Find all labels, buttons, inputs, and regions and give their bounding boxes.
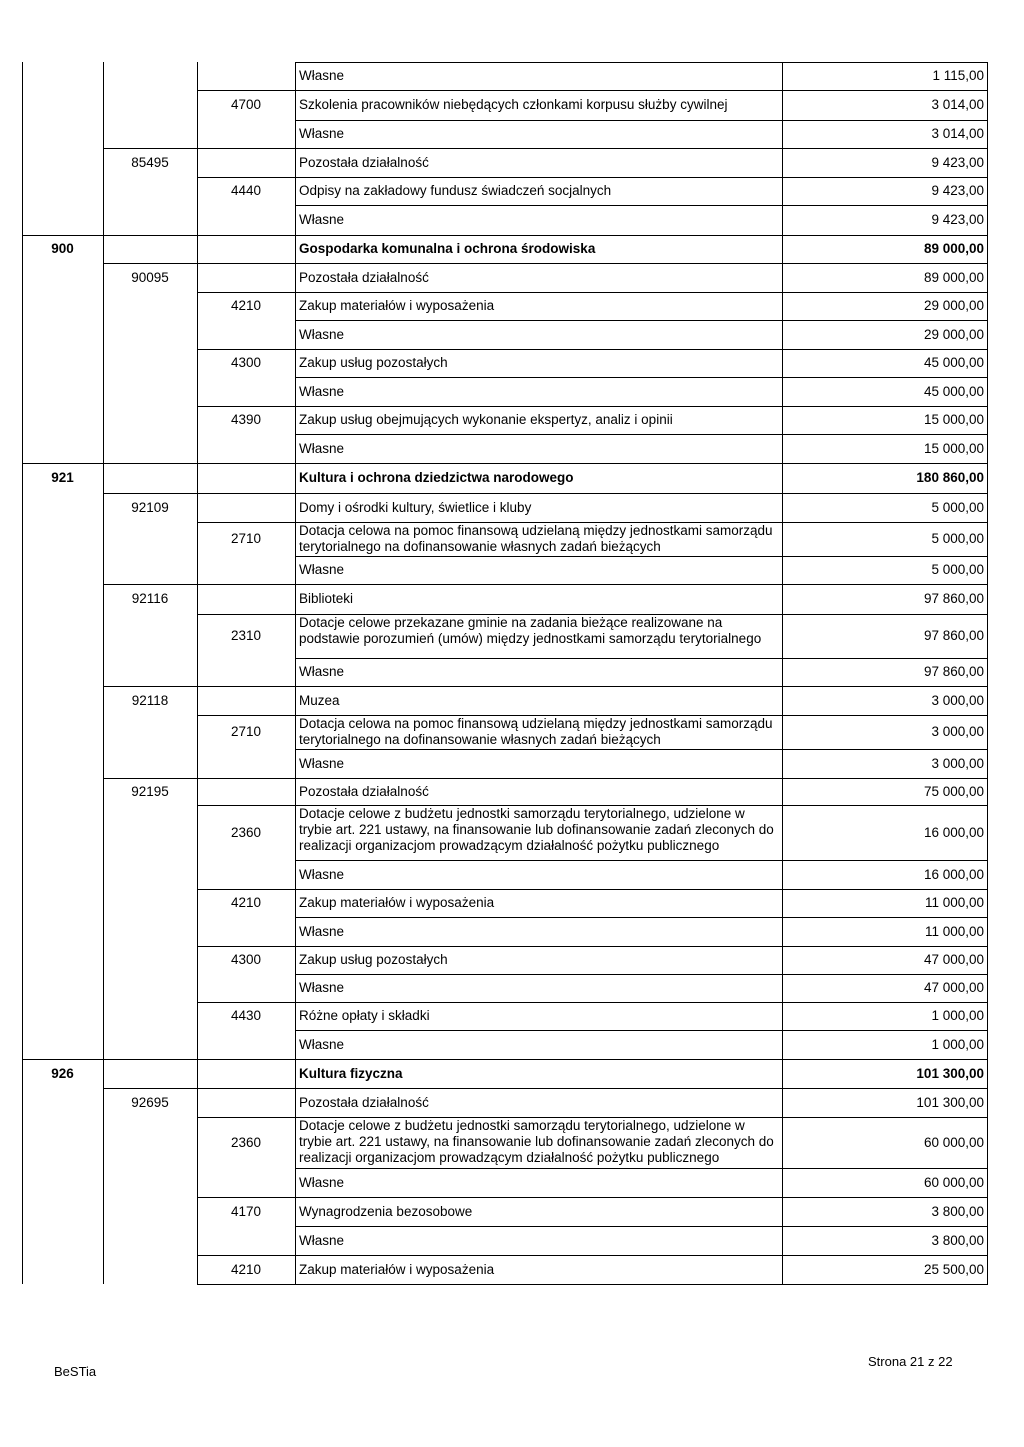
table-border-right — [987, 1002, 988, 1030]
column-divider-paragraf — [295, 889, 296, 917]
cell-paragraf: 2360 — [230, 1134, 262, 1150]
table-border-right — [987, 493, 988, 522]
cell-opis: Własne — [299, 562, 345, 577]
cell-kwota: 9 423,00 — [931, 154, 984, 170]
row-separator — [197, 349, 988, 350]
cell-opis: Szkolenia pracowników niebędących członkami korpusu służby cywilnej — [299, 97, 728, 112]
cell-dzial: 926 — [51, 1065, 74, 1081]
cell-dzial: 900 — [51, 241, 74, 256]
column-divider-paragraf — [295, 320, 296, 349]
table-border-right — [987, 917, 988, 946]
cell-opis: Zakup materiałów i wyposażenia — [299, 1261, 495, 1277]
cell-rozdzial: 92695 — [131, 1094, 169, 1110]
column-divider-rozdzial — [197, 974, 198, 1002]
cell-opis: Zakup materiałów i wyposażenia — [299, 298, 495, 313]
cell-opis: Pozostała działalność — [299, 1094, 429, 1110]
cell-kwota: 3 000,00 — [931, 692, 984, 708]
table-border-right — [987, 805, 988, 860]
cell-opis: Własne — [299, 1174, 345, 1190]
row-separator — [197, 946, 988, 947]
row-separator — [197, 1255, 988, 1256]
column-divider-paragraf — [295, 1088, 296, 1117]
column-divider-rozdzial — [197, 584, 198, 614]
column-divider-rozdzial — [197, 1226, 198, 1255]
cell-dzial: 921 — [51, 470, 74, 485]
cell-opis: Własne — [299, 1232, 345, 1248]
column-divider-paragraf — [295, 434, 296, 463]
cell-kwota: 5 000,00 — [931, 499, 984, 515]
cell-kwota: 3 000,00 — [931, 724, 984, 739]
column-divider-paragraf — [295, 1255, 296, 1284]
column-divider-paragraf — [295, 614, 296, 658]
cell-opis: Biblioteki — [299, 591, 354, 606]
cell-opis: Własne — [299, 755, 345, 771]
row-separator — [295, 434, 988, 435]
cell-paragraf: 2710 — [230, 724, 262, 739]
column-divider-paragraf — [295, 805, 296, 860]
column-divider-rozdzial — [197, 320, 198, 349]
table-border-right — [987, 522, 988, 556]
cell-opis: Pozostała działalność — [299, 269, 429, 285]
table-border-right — [987, 715, 988, 749]
column-divider-paragraf — [295, 1117, 296, 1168]
cell-paragraf: 2310 — [230, 628, 262, 643]
cell-kwota: 29 000,00 — [923, 298, 984, 313]
cell-opis: Zakup materiałów i wyposażenia — [299, 895, 495, 910]
row-separator — [295, 749, 988, 750]
row-separator — [295, 205, 988, 206]
column-divider-paragraf — [295, 62, 296, 90]
cell-kwota: 15 000,00 — [923, 412, 984, 427]
table-border-right — [987, 614, 988, 658]
cell-kwota: 11 000,00 — [924, 895, 984, 910]
column-divider-rozdzial — [197, 493, 198, 522]
cell-kwota: 75 000,00 — [923, 783, 984, 799]
cell-kwota: 97 860,00 — [923, 591, 984, 606]
table-border-right — [987, 1255, 988, 1284]
row-separator — [295, 62, 988, 63]
cell-opis: Kultura i ochrona dziedzictwa narodowego — [299, 470, 574, 485]
cell-kwota: 3 014,00 — [931, 126, 984, 141]
cell-kwota: 15 000,00 — [923, 440, 984, 456]
column-divider-rozdzial — [197, 377, 198, 406]
column-divider-paragraf — [295, 90, 296, 120]
cell-opis: Dotacje celowe przekazane gminie na zadania bieżące realizowane na podstawie porozumień (umów) między jednostkami samorządu terytorialnego — [299, 615, 762, 646]
column-divider-paragraf — [295, 658, 296, 686]
column-divider-rozdzial — [197, 434, 198, 463]
row-separator — [295, 658, 988, 659]
row-separator — [197, 292, 988, 293]
column-divider-paragraf — [295, 263, 296, 292]
column-divider-paragraf — [295, 556, 296, 584]
cell-paragraf: 4210 — [230, 1261, 262, 1277]
table-border-right — [987, 1226, 988, 1255]
column-divider-rozdzial — [197, 148, 198, 177]
cell-kwota: 47 000,00 — [923, 952, 984, 967]
cell-paragraf: 4170 — [230, 1203, 262, 1219]
cell-rozdzial: 92109 — [131, 499, 169, 515]
cell-opis: Domy i ośrodki kultury, świetlice i kluby — [299, 499, 532, 515]
table-border-right — [987, 177, 988, 205]
cell-kwota: 89 000,00 — [923, 241, 984, 256]
cell-kwota: 101 300,00 — [916, 1065, 984, 1081]
footer-software-name: BeSTia — [54, 1364, 97, 1379]
row-separator — [197, 1002, 988, 1003]
column-divider-paragraf — [295, 1197, 296, 1226]
column-divider-paragraf — [295, 493, 296, 522]
cell-rozdzial: 92116 — [131, 591, 169, 606]
table-border-right — [987, 205, 988, 235]
column-divider-paragraf — [295, 148, 296, 177]
cell-opis: Własne — [299, 126, 345, 141]
row-separator — [103, 493, 988, 494]
table-border-bottom — [197, 1284, 988, 1285]
cell-kwota: 1 000,00 — [931, 1008, 984, 1023]
cell-kwota: 9 423,00 — [931, 212, 984, 227]
column-divider-rozdzial — [197, 62, 198, 90]
cell-rozdzial: 90095 — [131, 269, 169, 285]
row-separator — [295, 1030, 988, 1031]
cell-opis: Własne — [299, 326, 345, 342]
column-divider-paragraf — [295, 1059, 296, 1088]
column-divider-paragraf — [295, 715, 296, 749]
cell-opis: Różne opłaty i składki — [299, 1008, 430, 1023]
table-border-right — [987, 62, 988, 90]
row-separator — [22, 235, 988, 236]
cell-opis: Własne — [299, 212, 345, 227]
column-divider-paragraf — [295, 974, 296, 1002]
row-separator — [103, 686, 988, 687]
cell-opis: Dotacja celowa na pomoc finansową udzielaną między jednostkami samorządu terytorialnego na dofinansowanie własnych zadań bieżących — [299, 716, 773, 747]
row-separator — [103, 584, 988, 585]
column-divider-paragraf — [295, 292, 296, 320]
table-border-right — [987, 320, 988, 349]
cell-paragraf: 4210 — [230, 298, 262, 313]
table-border-right — [987, 1088, 988, 1117]
table-border-right — [987, 974, 988, 1002]
cell-rozdzial: 92195 — [131, 783, 169, 799]
cell-opis: Własne — [299, 980, 345, 995]
cell-opis: Dotacja celowa na pomoc finansową udzielaną między jednostkami samorządu terytorialnego na dofinansowanie własnych zadań bieżących — [299, 523, 773, 554]
column-divider-paragraf — [295, 1030, 296, 1059]
cell-opis: Pozostała działalność — [299, 783, 429, 799]
cell-paragraf: 4300 — [230, 355, 262, 370]
cell-paragraf: 4430 — [230, 1008, 262, 1023]
cell-opis: Zakup usług pozostałych — [299, 355, 448, 370]
column-divider-paragraf — [295, 522, 296, 556]
column-divider-paragraf — [295, 749, 296, 778]
cell-kwota: 29 000,00 — [923, 326, 984, 342]
table-border-right — [987, 1059, 988, 1088]
row-separator — [197, 889, 988, 890]
table-border-right — [987, 749, 988, 778]
cell-kwota: 5 000,00 — [931, 562, 984, 577]
cell-kwota: 97 860,00 — [923, 664, 984, 679]
cell-opis: Własne — [299, 866, 345, 882]
table-border-right — [987, 463, 988, 493]
cell-kwota: 1 000,00 — [931, 1036, 984, 1052]
cell-kwota: 16 000,00 — [923, 866, 984, 882]
column-divider-paragraf — [295, 1226, 296, 1255]
cell-kwota: 3 800,00 — [931, 1203, 984, 1219]
table-border-right — [987, 946, 988, 974]
table-border-right — [987, 90, 988, 120]
row-separator — [295, 377, 988, 378]
table-border-right — [987, 406, 988, 434]
cell-kwota: 25 500,00 — [923, 1261, 984, 1277]
column-divider-rozdzial — [197, 1168, 198, 1197]
cell-opis: Zakup usług pozostałych — [299, 952, 448, 967]
table-border-right — [987, 658, 988, 686]
cell-opis: Własne — [299, 383, 345, 399]
column-divider-paragraf — [295, 917, 296, 946]
column-divider-rozdzial — [197, 860, 198, 889]
cell-kwota: 60 000,00 — [923, 1134, 984, 1150]
row-separator — [103, 148, 988, 149]
column-divider-paragraf — [295, 235, 296, 263]
cell-kwota: 16 000,00 — [923, 824, 984, 840]
cell-opis: Dotacje celowe z budżetu jednostki samorządu terytorialnego, udzielone w trybie art. 221 ustawy, na finansowanie lub dofinansowanie zadań zleconych do realizacji organizacjom prowadzącym działalność pożytku publicznego — [299, 1118, 774, 1165]
table-border-right — [987, 584, 988, 614]
table-border-right — [987, 1117, 988, 1168]
row-separator — [22, 1059, 988, 1060]
cell-opis: Wynagrodzenia bezosobowe — [299, 1203, 473, 1219]
cell-opis: Gospodarka komunalna i ochrona środowiska — [299, 241, 596, 256]
table-border-right — [987, 889, 988, 917]
column-divider-paragraf — [295, 584, 296, 614]
row-separator — [295, 1226, 988, 1227]
cell-kwota: 89 000,00 — [923, 269, 984, 285]
column-divider-rozdzial — [197, 778, 198, 805]
column-divider-paragraf — [295, 177, 296, 205]
column-divider-paragraf — [295, 946, 296, 974]
row-separator — [295, 1168, 988, 1169]
table-border-right — [987, 686, 988, 715]
column-divider-paragraf — [295, 205, 296, 235]
table-border-right — [987, 556, 988, 584]
column-divider-paragraf — [295, 120, 296, 148]
column-divider-paragraf — [295, 1002, 296, 1030]
row-separator — [295, 917, 988, 918]
table-border-right — [987, 120, 988, 148]
column-divider-rozdzial — [197, 1030, 198, 1059]
row-separator — [295, 320, 988, 321]
column-divider-paragraf — [295, 377, 296, 406]
cell-kwota: 3 800,00 — [931, 1232, 984, 1248]
column-divider-rozdzial — [197, 749, 198, 778]
column-divider-paragraf — [295, 860, 296, 889]
cell-opis: Pozostała działalność — [299, 154, 429, 170]
cell-kwota: 101 300,00 — [916, 1094, 984, 1110]
cell-kwota: 47 000,00 — [923, 980, 984, 995]
cell-kwota: 45 000,00 — [923, 383, 984, 399]
column-divider-paragraf — [295, 463, 296, 493]
cell-kwota: 9 423,00 — [931, 183, 984, 198]
column-divider-rozdzial — [197, 686, 198, 715]
cell-rozdzial: 92118 — [131, 692, 169, 708]
column-divider-paragraf — [295, 778, 296, 805]
row-separator — [295, 120, 988, 121]
row-separator — [103, 1088, 988, 1089]
cell-opis: Własne — [299, 1036, 345, 1052]
cell-paragraf: 2710 — [230, 531, 262, 546]
column-divider-paragraf — [295, 406, 296, 434]
cell-paragraf: 2360 — [230, 824, 262, 840]
cell-opis: Własne — [299, 923, 345, 939]
column-divider-rozdzial — [197, 263, 198, 292]
table-border-right — [987, 434, 988, 463]
column-divider-rozdzial — [197, 205, 198, 235]
cell-opis: Kultura fizyczna — [299, 1065, 403, 1081]
cell-kwota: 3 014,00 — [931, 97, 984, 112]
row-separator — [22, 463, 988, 464]
cell-rozdzial: 85495 — [131, 154, 169, 170]
cell-opis: Dotacje celowe z budżetu jednostki samorządu terytorialnego, udzielone w trybie art. 221 ustawy, na finansowanie lub dofinansowanie zadań zleconych do realizacji organizacjom prowadzącym działalność pożytku publicznego — [299, 806, 774, 853]
column-divider-paragraf — [295, 686, 296, 715]
cell-paragraf: 4300 — [230, 952, 262, 967]
cell-opis: Własne — [299, 68, 345, 83]
cell-kwota: 5 000,00 — [931, 531, 984, 546]
table-border-right — [987, 778, 988, 805]
column-divider-rozdzial — [197, 1059, 198, 1088]
table-border-right — [987, 1030, 988, 1059]
cell-kwota: 3 000,00 — [931, 755, 984, 771]
table-border-right — [987, 349, 988, 377]
column-divider-paragraf — [295, 349, 296, 377]
table-border-right — [987, 1197, 988, 1226]
cell-opis: Własne — [299, 664, 345, 679]
row-separator — [197, 406, 988, 407]
table-border-right — [987, 148, 988, 177]
column-divider-rozdzial — [197, 658, 198, 686]
column-divider-rozdzial — [197, 1088, 198, 1117]
cell-paragraf: 4700 — [230, 97, 262, 112]
column-divider-rozdzial — [197, 463, 198, 493]
cell-kwota: 11 000,00 — [924, 923, 984, 939]
table-border-right — [987, 377, 988, 406]
row-separator — [295, 860, 988, 861]
cell-kwota: 180 860,00 — [916, 470, 984, 485]
cell-opis: Własne — [299, 440, 345, 456]
column-divider-rozdzial — [197, 556, 198, 584]
cell-kwota: 60 000,00 — [923, 1174, 984, 1190]
cell-kwota: 97 860,00 — [923, 628, 984, 643]
cell-opis: Odpisy na zakładowy fundusz świadczeń socjalnych — [299, 183, 612, 198]
row-separator — [103, 778, 988, 779]
footer-page-number: Strona 21 z 22 — [868, 1354, 953, 1369]
table-border-right — [987, 235, 988, 263]
row-separator — [103, 263, 988, 264]
row-separator — [197, 1197, 988, 1198]
table-border-right — [987, 263, 988, 292]
cell-paragraf: 4210 — [230, 895, 262, 910]
cell-paragraf: 4390 — [230, 412, 262, 427]
cell-opis: Zakup usług obejmujących wykonanie ekspertyz, analiz i opinii — [299, 412, 673, 427]
row-separator — [295, 974, 988, 975]
cell-opis: Muzea — [299, 692, 340, 708]
cell-kwota: 1 115,00 — [932, 68, 984, 83]
column-divider-rozdzial — [197, 917, 198, 946]
row-separator — [295, 556, 988, 557]
table-border-right — [987, 1168, 988, 1197]
table-border-right — [987, 292, 988, 320]
row-separator — [197, 90, 988, 91]
cell-paragraf: 4440 — [230, 183, 262, 198]
column-divider-rozdzial — [197, 235, 198, 263]
cell-kwota: 45 000,00 — [923, 355, 984, 370]
table-border-right — [987, 860, 988, 889]
row-separator — [197, 177, 988, 178]
column-divider-paragraf — [295, 1168, 296, 1197]
column-divider-rozdzial — [197, 120, 198, 148]
